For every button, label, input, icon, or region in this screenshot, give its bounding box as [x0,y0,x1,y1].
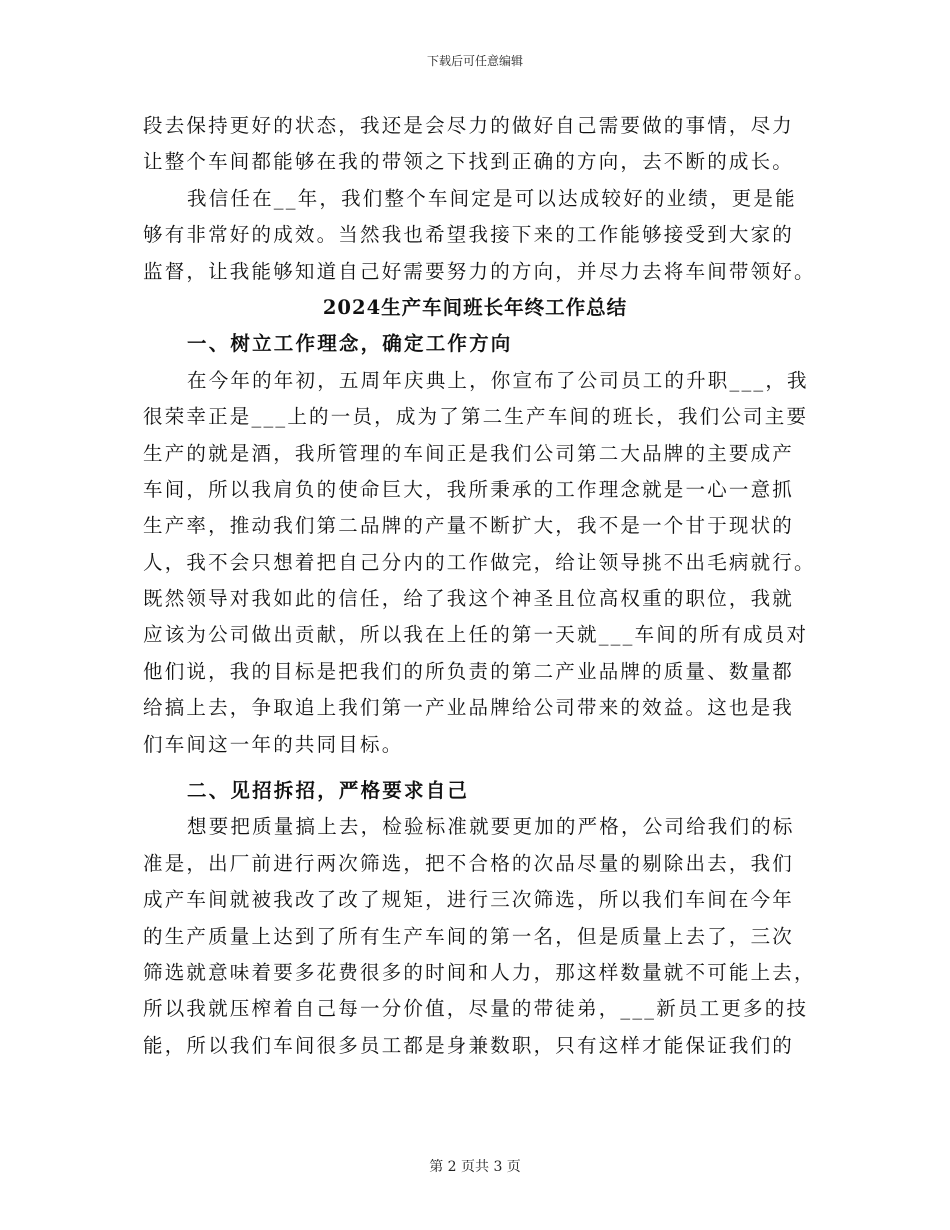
page-header: 下载后可任意编辑 [426,54,523,68]
paragraph-line: 筛选就意味着要多花费很多的时间和人力，那这样数量就不可能上去， [143,960,816,984]
paragraph-line: 成产车间就被我改了改了规矩，进行三次筛选，所以我们车间在今年 [143,888,795,912]
paragraph-line: 想要把质量搞上去，检验标准就要更加的严格，公司给我们的标 [187,815,795,839]
paragraph-line: 准是，出厂前进行两次筛选，把不合格的次品尽量的剔除出去，我们 [143,851,795,875]
paragraph-line: 我信任在__年，我们整个车间定是可以达成较好的业绩，更是能 [187,186,797,210]
paragraph-line: 们车间这一年的共同目标。 [143,732,404,756]
paragraph-line: 让整个车间都能够在我的带领之下找到正确的方向，去不断的成长。 [143,150,795,174]
page-footer: 第 2 页共 3 页 [429,1159,521,1175]
paragraph-line: 段去保持更好的状态，我还是会尽力的做好自己需要做的事情，尽力 [143,114,795,137]
paragraph-line: 在今年的年初，五周年庆典上，你宣布了公司员工的升职___，我 [187,368,809,392]
paragraph-line: 既然领导对我如此的信任，给了我这个神圣且位高权重的职位，我就 [143,587,795,611]
paragraph-line: 给搞上去，争取追上我们第一产业品牌给公司带来的效益。这也是我 [143,696,795,720]
paragraph-line: 车间，所以我肩负的使命巨大，我所秉承的工作理念就是一心一意抓 [143,477,795,501]
paragraph-line: 生产的就是酒，我所管理的车间正是我们公司第二大品牌的主要成产 [143,441,795,465]
paragraph-line: 生产率，推动我们第二品牌的产量不断扩大，我不是一个甘于现状的 [143,514,795,538]
document-body [143,108,816,1064]
paragraph-line: 的生产质量上达到了所有生产车间的第一名，但是质量上去了，三次 [143,924,795,948]
paragraph-line: 监督，让我能够知道自己好需要努力的方向，并尽力去将车间带领好。 [143,259,816,283]
paragraph-line: 人，我不会只想着把自己分内的工作做完，给让领导挑不出毛病就行。 [143,550,816,574]
document-title: 2024生产车间班长年终工作总结 [322,295,628,319]
section-heading: 一、树立工作理念，确定工作方向 [187,332,513,356]
paragraph-line: 应该为公司做出贡献，所以我在上任的第一天就___车间的所有成员对 [143,623,809,647]
paragraph-line: 能，所以我们车间很多员工都是身兼数职，只有这样才能保证我们的 [143,1033,795,1057]
paragraph-line: 所以我就压榨着自己每一分价值，尽量的带徒弟，___新员工更多的技 [143,997,809,1021]
spacer [143,763,807,773]
paragraph-line: 够有非常好的成效。当然我也希望我接下来的工作能够接受到大家的 [143,223,795,247]
paragraph-line: 他们说，我的目标是把我们的所负责的第二产业品牌的质量、数量都 [143,659,795,683]
section-heading: 二、见招拆招，严格要求自己 [187,779,470,803]
paragraph-line: 很荣幸正是___上的一员，成为了第二生产车间的班长，我们公司主要 [143,405,809,429]
